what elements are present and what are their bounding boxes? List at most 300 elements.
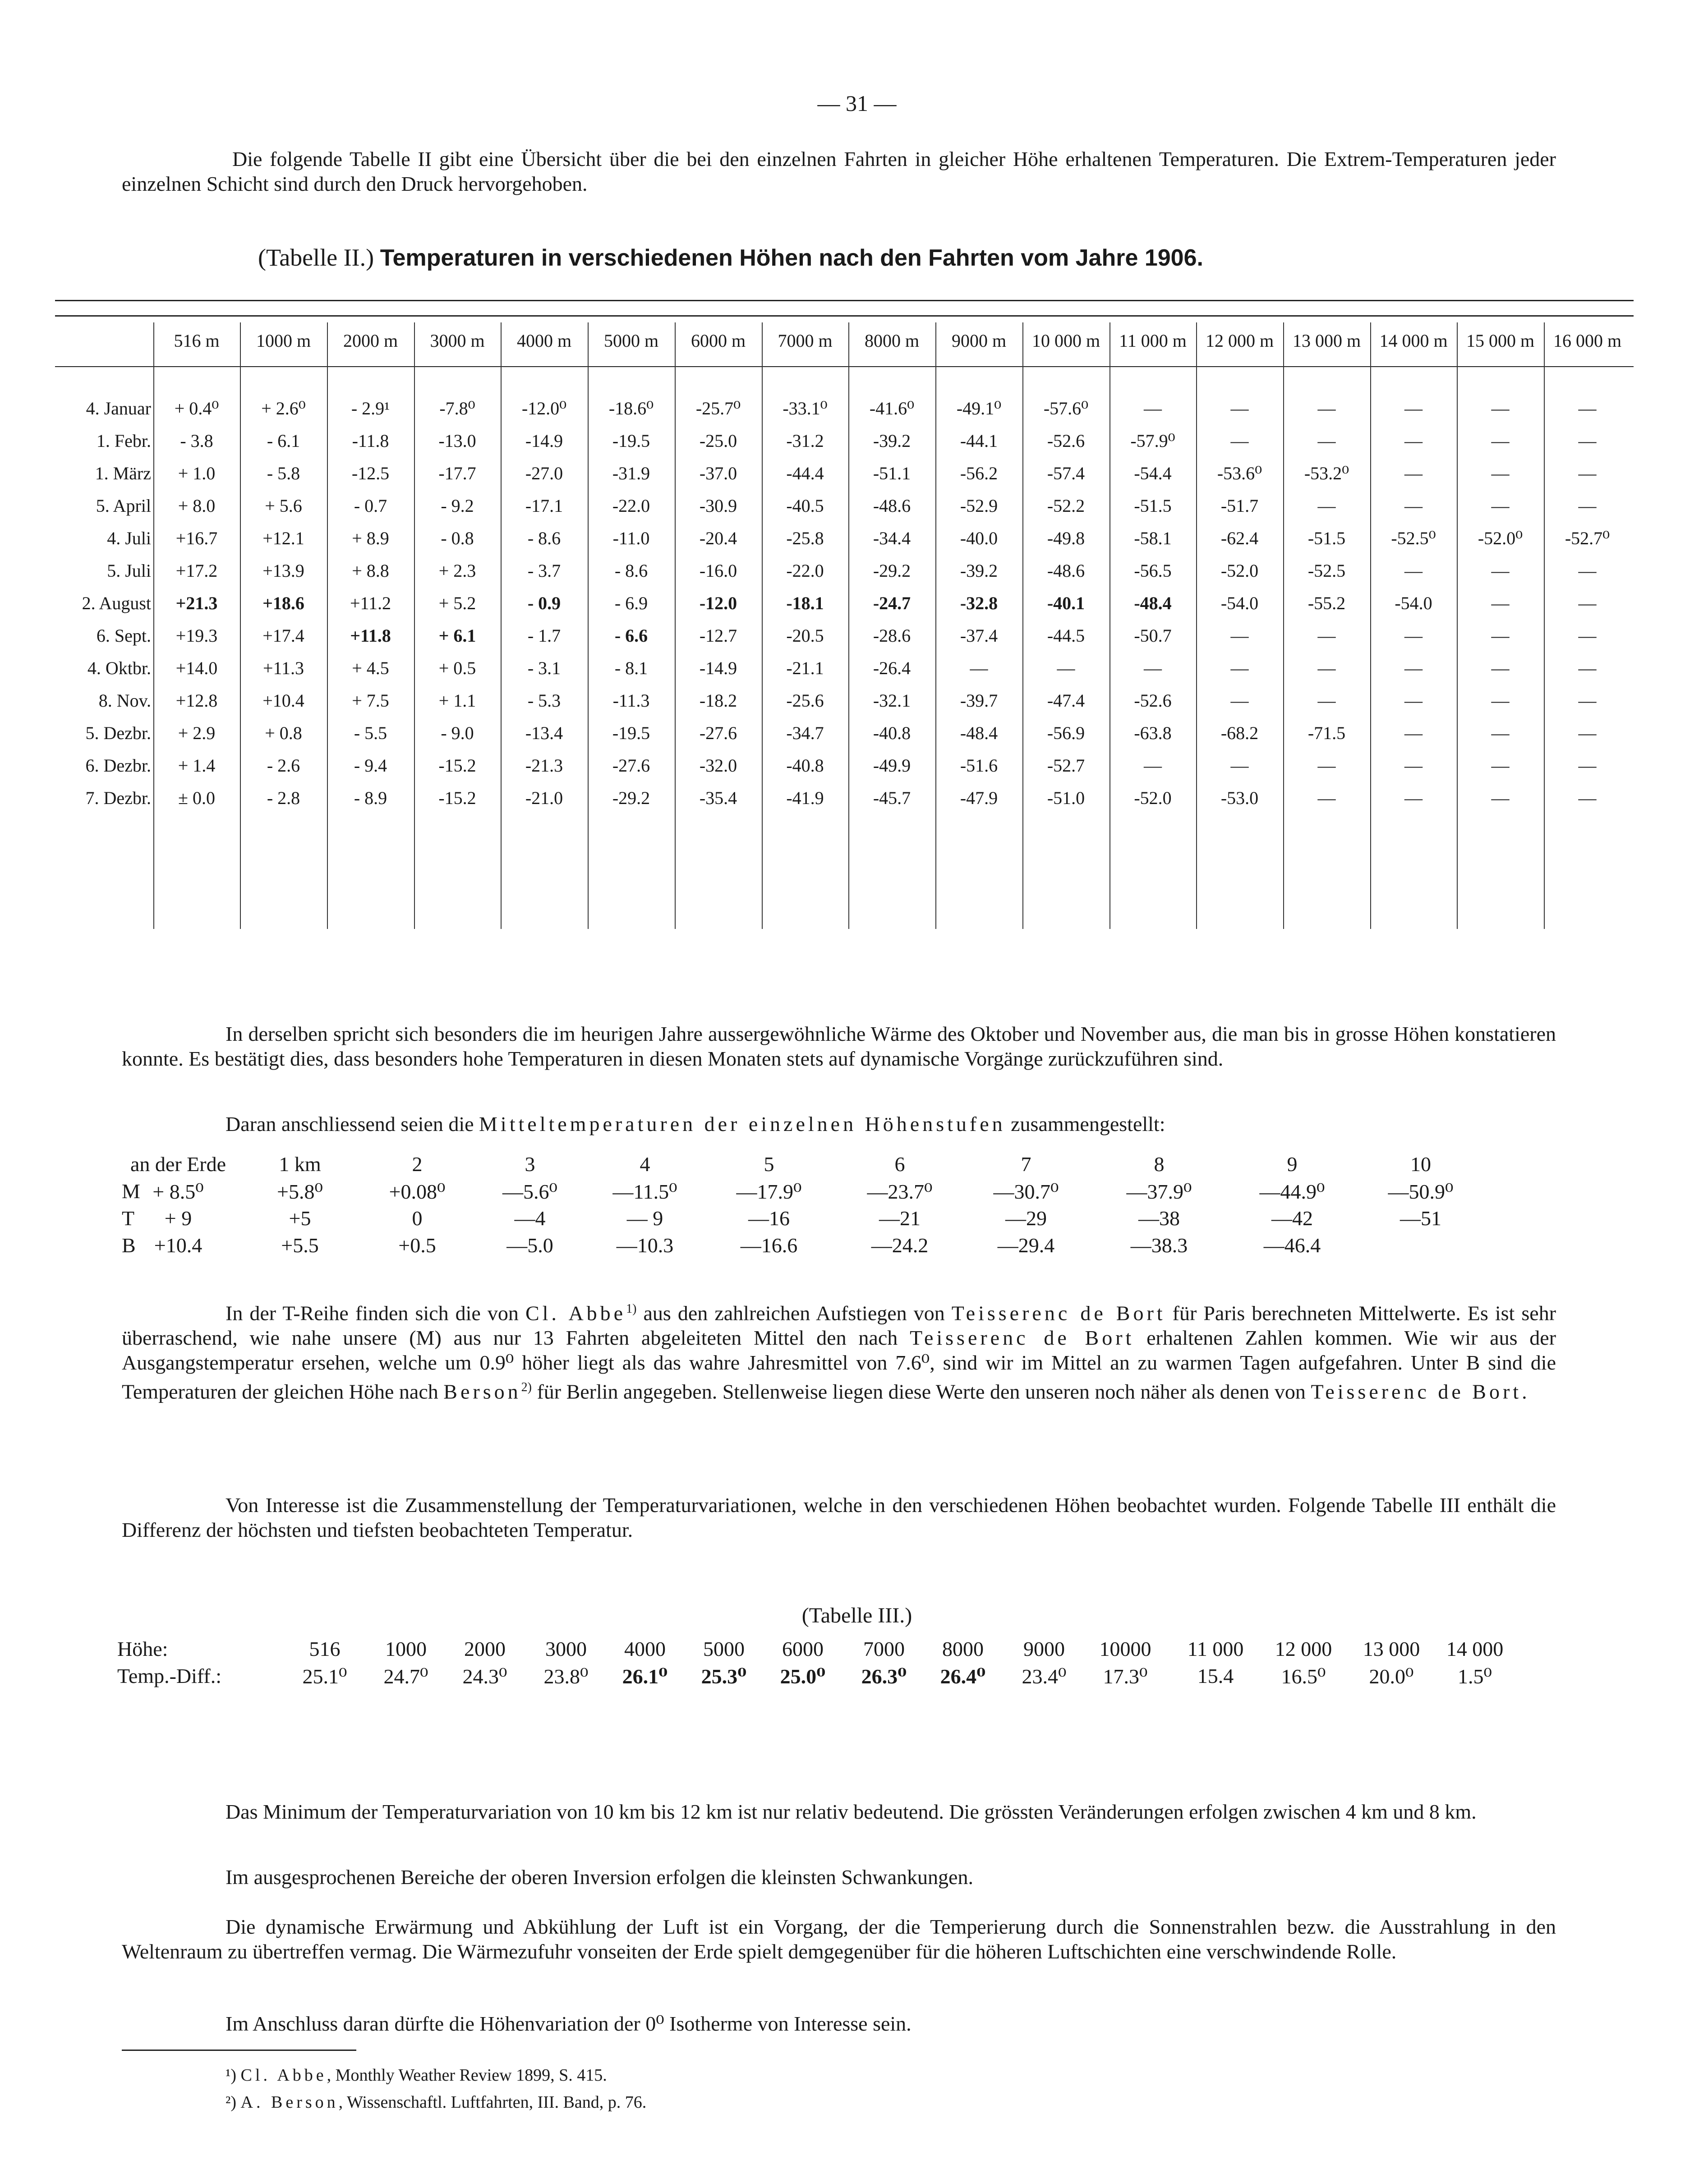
table2-value-cell: - 0.9 [527,593,561,613]
footnote-2-author: A. Berson [240,2093,339,2112]
table2-value-cell: -63.8 [1134,723,1172,743]
table2-value-cell: - 2.6 [267,755,300,776]
means-value-cell: —30.7⁰ [993,1180,1059,1203]
table3-diff-cell: 24.3⁰ [462,1665,507,1688]
table2-value-cell: +11.3 [262,658,304,678]
table2-value-cell: +14.0 [175,658,218,678]
table2-caption [258,244,1203,271]
table2-value-cell: — [1404,431,1423,451]
table2-value-cell: -57.4 [1047,463,1085,483]
table2-value-cell: -53.6⁰ [1217,463,1262,483]
table2-value-cell: + 2.6⁰ [261,398,306,418]
table2-value-cell: -32.8 [960,593,998,613]
author-berson: Berson [443,1380,521,1403]
table2-value-cell: - 8.6 [614,561,648,581]
table2-value-cell: -48.4 [1134,593,1172,613]
means-row-label: B [122,1234,136,1257]
table2-value-cell: -48.6 [873,496,911,516]
table2-value-cell: - 9.4 [354,755,387,776]
table2-value-cell: -28.6 [873,625,911,646]
table2-header-cell: 15 000 m [1466,331,1535,351]
means-row-label: T [122,1207,135,1230]
table2-value-cell: -34.7 [786,723,824,743]
table2-value-cell: — [1491,723,1510,743]
table2-value-cell: + 2.3 [438,561,476,581]
means-value-cell: —11.5⁰ [612,1180,677,1203]
table2-value-cell: - 0.7 [354,496,387,516]
table2-value-cell: - 3.7 [527,561,561,581]
paragraph-warmth: In derselben spricht sich besonders die im heurigen Jahre aussergewöhnliche Wärme des Oktober und November aus, die man bis in grosse Höhen konstatieren konnte. Es bestätigt dies, dass besonders hohe Temperaturen in diesen Monaten stets auf dynamische Vorgänge zurückzuführen sind. [122,1022,1556,1070]
table2-value-cell: -68.2 [1220,723,1259,743]
table2-value-cell: — [1404,690,1423,711]
table2-header-cell: 12 000 m [1205,331,1274,351]
table2-value-cell: — [1491,593,1510,613]
footnote-separator [122,2050,356,2051]
table2-value-cell: - 1.7 [527,625,561,646]
table2-value-cell: -11.0 [612,528,650,548]
table3-height-cell: 8000 [942,1637,984,1660]
table2-value-cell: — [1404,723,1423,743]
means-intro-start: Daran anschliessend seien die [226,1112,474,1135]
table2-row-label: 7. Dezbr. [85,788,151,808]
means-value-cell: —29 [1005,1207,1047,1230]
table2-value-cell: — [1144,398,1162,418]
table2-value-cell: -35.4 [699,788,737,808]
t-reihe-text-f: . [1522,1380,1527,1403]
table2-value-cell: -40.0 [960,528,998,548]
table2-rule-top [55,300,1634,301]
table2-value-cell: -45.7 [873,788,911,808]
table2-value-cell: — [1404,625,1423,646]
table2-value-cell: -51.0 [1047,788,1085,808]
table2-header-cell: 9000 m [951,331,1007,351]
table2-value-cell: — [1578,625,1597,646]
table2-value-cell: -40.1 [1047,593,1085,613]
table2-value-cell: — [1578,788,1597,808]
table2-value-cell: — [1491,431,1510,451]
table2-row-label: 1. Febr. [96,431,151,451]
table2-value-cell: -32.1 [873,690,911,711]
footnote-1-text: , Monthly Weather Review 1899, S. 415. [327,2066,607,2085]
table2-value-cell: +12.8 [175,690,218,711]
table2-value-cell: -21.3 [525,755,563,776]
footnote-1-author: Cl. Abbe [240,2066,327,2085]
means-header-cell: 10 [1410,1153,1431,1176]
table2-value-cell: — [1404,755,1423,776]
table2-row-label: 2. August [82,593,151,613]
table2-value-cell: -12.0⁰ [521,398,567,418]
table2-value-cell: -21.0 [525,788,563,808]
table3-height-cell: 5000 [703,1637,745,1660]
table2-value-cell: — [1404,788,1423,808]
table2-value-cell: + 5.6 [265,496,302,516]
table2-value-cell: — [1491,788,1510,808]
means-value-cell: —44.9⁰ [1259,1180,1325,1203]
table2-value-cell: — [1404,463,1423,483]
table2-value-cell: -30.9 [699,496,737,516]
table3-diff-cell: 1.5⁰ [1458,1665,1492,1688]
table2-value-cell: +16.7 [175,528,218,548]
table2-value-cell: -37.0 [699,463,737,483]
table2-value-cell: + 0.4⁰ [174,398,219,418]
table3-diff-cell: 26.1⁰ [622,1665,668,1688]
table2-value-cell: -13.4 [525,723,563,743]
table2-value-cell: -20.4 [699,528,737,548]
table2-value-cell: +13.9 [262,561,304,581]
table2-value-cell: — [1578,463,1597,483]
table2-value-cell: - 6.6 [614,625,648,646]
table2-value-cell: + 1.1 [438,690,476,711]
table2-value-cell: -12.7 [699,625,737,646]
table2-value-cell: -41.9 [786,788,824,808]
table3-height-cell: 7000 [863,1637,905,1660]
table2-value-cell: -51.7 [1220,496,1259,516]
table2-value-cell: — [1404,561,1423,581]
means-value-cell: —16 [748,1207,790,1230]
paragraph-variations: Von Interesse ist die Zusammenstellung der Temperaturvariationen, welche in den verschiedenen Höhen beobachtet wurden. Folgende Tabelle III enthält die Differenz der höchsten und tiefsten beobachteten Temperatur. [122,1494,1556,1541]
table3-diff-cell: 26.4⁰ [940,1665,986,1688]
table2-value-cell: -18.1 [786,593,824,613]
table2-value-cell: - 3.8 [180,431,213,451]
footnote-ref-2: 2) [521,1380,532,1395]
table2-value-cell: -53.2⁰ [1304,463,1349,483]
table2-value-cell: +11.8 [350,625,391,646]
paragraph-minimum: Das Minimum der Temperaturvariation von 10 km bis 12 km ist nur relativ bedeutend. Die grössten Veränderungen erfolgen zwischen 4 km und 8 km. [226,1800,1477,1823]
table2-value-cell: - 5.5 [354,723,387,743]
table2-value-cell: -34.4 [873,528,911,548]
table2-value-cell: -57.9⁰ [1130,431,1175,451]
table2-value-cell: -17.7 [438,463,476,483]
means-header-cell: 1 km [279,1153,321,1176]
table3-height-cell: 10000 [1099,1637,1151,1660]
table2-value-cell: — [1404,496,1423,516]
table2-value-cell: + 1.4 [178,755,216,776]
table2-value-cell: - 5.8 [267,463,300,483]
table2-value-cell: +11.2 [350,593,391,613]
table3-diff-cell: 25.3⁰ [701,1665,747,1688]
table2-value-cell: — [1491,690,1510,711]
table2-value-cell: -15.2 [438,755,476,776]
table2-value-cell: — [1404,398,1423,418]
table2-value-cell: -47.4 [1047,690,1085,711]
table2-value-cell: — [1230,398,1249,418]
table2-value-cell: -40.8 [873,723,911,743]
table3-height-cell: 12 000 [1275,1637,1332,1660]
table2-value-cell: -25.6 [786,690,824,711]
table2-value-cell: - 6.9 [614,593,648,613]
author-abbe: Cl. Abbe [525,1301,626,1325]
table3-diff-cell: 26.3⁰ [861,1665,907,1688]
table2-value-cell: +19.3 [175,625,218,646]
table2-value-cell: — [1404,658,1423,678]
table3-diff-cell: 15.4 [1197,1664,1234,1687]
table2-value-cell: -47.9 [960,788,998,808]
table2-value-cell: -27.0 [525,463,563,483]
t-reihe-text-a: In der T-Reihe finden sich die von [226,1301,519,1325]
table2-value-cell: — [1491,463,1510,483]
table2-value-cell: -49.8 [1047,528,1085,548]
table2-header-cell: 10 000 m [1031,331,1100,351]
table2-value-cell: -24.7 [873,593,911,613]
table3-height-cell: 1000 [385,1637,427,1660]
table2-value-cell: -56.9 [1047,723,1085,743]
table2-value-cell: -18.2 [699,690,737,711]
table2-value-cell: - 9.0 [441,723,474,743]
table2-value-cell: -50.7 [1134,625,1172,646]
means-value-cell: —38.3 [1130,1234,1188,1257]
table2-value-cell: -51.5 [1134,496,1172,516]
table2-value-cell: -49.9 [873,755,911,776]
table2 [55,300,1634,931]
table2-caption-prefix: (Tabelle II.) [258,244,374,271]
t-reihe-text-e: für Berlin angegeben. Stellenweise liegen diese Werte den unseren noch näher als denen von [537,1380,1306,1403]
table3-caption: (Tabelle III.) [801,1604,912,1627]
paragraph-means-intro [122,1112,1556,1136]
means-value-cell: —21 [879,1207,921,1230]
table2-value-cell: — [1578,755,1597,776]
table2-value-cell: -12.0 [699,593,737,613]
means-header-cell: an der Erde [130,1153,226,1176]
table2-value-cell: -13.0 [438,431,476,451]
page-number: — 31 — [817,91,897,116]
table2-header-cell: 13 000 m [1292,331,1361,351]
table2-value-cell: -22.0 [612,496,650,516]
table2-value-cell: -51.5 [1307,528,1346,548]
table2-caption-title: Temperaturen in verschiedenen Höhen nach den Fahrten vom Jahre 1906. [380,245,1203,271]
means-value-cell: 0 [412,1207,423,1230]
table2-value-cell: -54.0 [1220,593,1259,613]
table2-header-cell: 6000 m [691,331,746,351]
table2-value-cell: — [1578,658,1597,678]
means-value-cell: —10.3 [616,1234,674,1257]
table2-value-cell: — [1317,496,1336,516]
table2-value-cell: -19.5 [612,431,650,451]
table2-value-cell: - 6.1 [267,431,300,451]
intro-paragraph: Die folgende Tabelle II gibt eine Übersicht über die bei den einzelnen Fahrten in gleicher Höhe erhaltenen Temperaturen. Die Extrem-Temperaturen jeder einzelnen Schicht sind durch den Druck hervorgehoben. [122,147,1556,195]
table2-value-cell: -17.1 [525,496,563,516]
paragraph-t-reihe [122,1296,1556,1404]
table3-label-height: Höhe: [117,1637,168,1660]
paragraph-dynamic: Die dynamische Erwärmung und Abkühlung der Luft ist ein Vorgang, der die Temperierung durch die Sonnenstrahlen bezw. die Ausstrahlung in den Weltenraum zu übertreffen vermag. Die Wärmezufuhr vonseiten der Erde spielt demgegenüber für die höheren Luftschichten eine verschwindende Rolle. [122,1915,1556,1963]
means-value-cell: —46.4 [1263,1234,1321,1257]
table2-value-cell: -11.3 [612,690,650,711]
table2-value-cell: -11.8 [352,431,389,451]
table2-header-cell: 5000 m [603,331,659,351]
table2-value-cell: -51.6 [960,755,998,776]
table2-value-cell: — [1491,561,1510,581]
table2-header-cell: 3000 m [430,331,485,351]
table2-value-cell: — [1144,658,1162,678]
table2-value-cell: + 0.8 [265,723,302,743]
table3-diff-cell: 17.3⁰ [1103,1665,1148,1688]
table2-header-cell: 7000 m [778,331,833,351]
author-tdb-3: Teisserenc de Bort [1311,1380,1522,1403]
table2-value-cell: -56.5 [1134,561,1172,581]
table2-value-cell: +17.2 [175,561,218,581]
table3-diff-cell: 24.7⁰ [383,1665,428,1688]
table2-value-cell: + 2.9 [178,723,216,743]
table2-value-cell: - 2.8 [267,788,300,808]
table2-value-cell: - 9.2 [441,496,474,516]
table2-value-cell: -44.4 [786,463,824,483]
table2-value-cell: -14.9 [699,658,737,678]
table2-value-cell: -52.7 [1047,755,1085,776]
table2-value-cell: -25.0 [699,431,737,451]
table2-value-cell: +18.6 [262,593,304,613]
footnote-2-mark: ²) [226,2093,237,2112]
table3-label-diff: Temp.-Diff.: [117,1664,221,1687]
table3-diff-cell: 20.0⁰ [1369,1665,1414,1688]
table2-value-cell: — [1491,755,1510,776]
table2-value-cell: -48.4 [960,723,998,743]
table2-value-cell: -29.2 [612,788,650,808]
means-value-cell: —4 [514,1207,546,1230]
footnote-ref-1: 1) [626,1302,637,1316]
means-header-cell: 8 [1154,1153,1165,1176]
means-value-cell: —24.2 [871,1234,929,1257]
table2-rule-second [55,315,1634,317]
table3-height-cell: 9000 [1023,1637,1065,1660]
table2-value-cell: - 2.9¹ [351,398,390,418]
table2-row-label: 6. Sept. [96,625,151,646]
table2-value-cell: — [1578,561,1597,581]
means-value-cell: —50.9⁰ [1388,1180,1454,1203]
table2-value-cell: -48.6 [1047,561,1085,581]
table2-value-cell: -7.8⁰ [439,398,475,418]
table2-value-cell: -54.4 [1134,463,1172,483]
table2-value-cell: — [1578,593,1597,613]
means-value-cell: + 8.5⁰ [152,1180,204,1203]
table2-row-label: 4. Oktbr. [87,658,151,678]
table2-row-label: 6. Dezbr. [85,755,151,776]
table2-value-cell: — [1491,658,1510,678]
means-value-cell: —17.9⁰ [736,1180,802,1203]
means-value-cell: —38 [1138,1207,1180,1230]
table2-value-cell: -52.5 [1307,561,1346,581]
footnote-1-mark: ¹) [226,2066,237,2085]
table2-value-cell: -16.0 [699,561,737,581]
table2-value-cell: — [1578,690,1597,711]
table3-height-cell: 11 000 [1187,1637,1244,1660]
table2-value-cell: -33.1⁰ [783,398,828,418]
table2-value-cell: + 8.8 [352,561,389,581]
table2-value-cell: — [1491,398,1510,418]
paragraph-inversion: Im ausgesprochenen Bereiche der oberen Inversion erfolgen die kleinsten Schwankungen. [226,1866,973,1889]
means-value-cell: +5 [289,1207,311,1230]
table2-value-cell: — [1578,723,1597,743]
table2-row-label: 8. Nov. [98,690,151,711]
table2-value-cell: — [1317,625,1336,646]
table2-value-cell: — [1230,625,1249,646]
paragraph-isotherm: Im Anschluss daran dürfte die Höhenvariation der 0⁰ Isotherme von Interesse sein. [226,2012,912,2035]
table2-value-cell: -71.5 [1307,723,1346,743]
table2-value-cell: +10.4 [262,690,304,711]
means-header-cell: 4 [640,1153,650,1176]
table2-value-cell: - 5.3 [527,690,561,711]
table2-value-cell: -53.0 [1220,788,1259,808]
table2-row-label: 5. April [96,496,151,516]
means-header-cell: 9 [1287,1153,1298,1176]
table2-value-cell: -52.0⁰ [1478,528,1523,548]
means-value-cell: —37.9⁰ [1126,1180,1192,1203]
table3-diff-cell: 23.4⁰ [1022,1665,1067,1688]
means-value-cell: +0.5 [398,1234,436,1257]
table2-value-cell: + 0.5 [438,658,476,678]
table3-height-cell: 2000 [464,1637,506,1660]
table2-value-cell: -56.2 [960,463,998,483]
table2-value-cell: +12.1 [262,528,304,548]
table2-value-cell: -27.6 [699,723,737,743]
table2-value-cell: -52.6 [1047,431,1085,451]
table2-value-cell: -58.1 [1134,528,1172,548]
table2-value-cell: -31.9 [612,463,650,483]
table2-value-cell: — [1317,431,1336,451]
table2-row-label: 1. März [95,463,151,483]
table2-value-cell: — [1057,658,1075,678]
table2-value-cell: - 3.1 [527,658,561,678]
table2-value-cell: ± 0.0 [178,788,215,808]
table2-value-cell: -52.0 [1134,788,1172,808]
table2-value-cell: -32.0 [699,755,737,776]
table2-value-cell: — [1317,788,1336,808]
table2-header-cell: 1000 m [256,331,311,351]
table2-value-cell: -54.0 [1395,593,1432,613]
means-value-cell: —5.0 [506,1234,553,1257]
table2-rule-header [55,366,1634,367]
table2-header-cell: 2000 m [343,331,398,351]
table2-value-cell: -52.0 [1220,561,1259,581]
table2-value-cell: — [1317,398,1336,418]
table2-value-cell: -39.7 [960,690,998,711]
means-header-cell: 7 [1021,1153,1031,1176]
table2-value-cell: + 5.2 [438,593,476,613]
table2-value-cell: -39.2 [960,561,998,581]
means-header-cell: 2 [412,1153,423,1176]
means-header-cell: 5 [764,1153,774,1176]
means-value-cell: —51 [1400,1207,1441,1230]
table2-value-cell: - 8.6 [527,528,561,548]
table2-value-cell: -49.1⁰ [956,398,1002,418]
table2-value-cell: -19.5 [612,723,650,743]
means-value-cell: —23.7⁰ [867,1180,933,1203]
table2-value-cell: -25.8 [786,528,824,548]
table2-value-cell: — [1230,658,1249,678]
table2-value-cell: -21.1 [786,658,824,678]
table2-value-cell: — [1317,755,1336,776]
table2-value-cell: -52.5⁰ [1391,528,1436,548]
table2-value-cell: -29.2 [873,561,911,581]
table2-row-label: 5. Juli [107,561,151,581]
means-value-cell: +5.5 [281,1234,319,1257]
table2-value-cell: +17.4 [262,625,304,646]
t-reihe-text-b: aus den zahlreichen Aufstiegen von [643,1301,945,1325]
author-tdb-1: Teisserenc de Bort [951,1301,1166,1325]
table3-diff-cell: 23.8⁰ [543,1665,589,1688]
table2-row-label: 4. Januar [86,398,151,418]
table2-header-cell: 14 000 m [1379,331,1448,351]
table2-value-cell: -39.2 [873,431,911,451]
table2-value-cell: — [1578,431,1597,451]
table2-value-cell: -27.6 [612,755,650,776]
table2-header-cell: 4000 m [516,331,572,351]
table2-value-cell: — [1578,496,1597,516]
table2-value-cell: -37.4 [960,625,998,646]
table2-value-cell: -57.6⁰ [1043,398,1089,418]
table2-value-cell: -52.9 [960,496,998,516]
table2-value-cell: -22.0 [786,561,824,581]
means-header-cell: 6 [894,1153,905,1176]
table2-value-cell: -25.7⁰ [695,398,741,418]
